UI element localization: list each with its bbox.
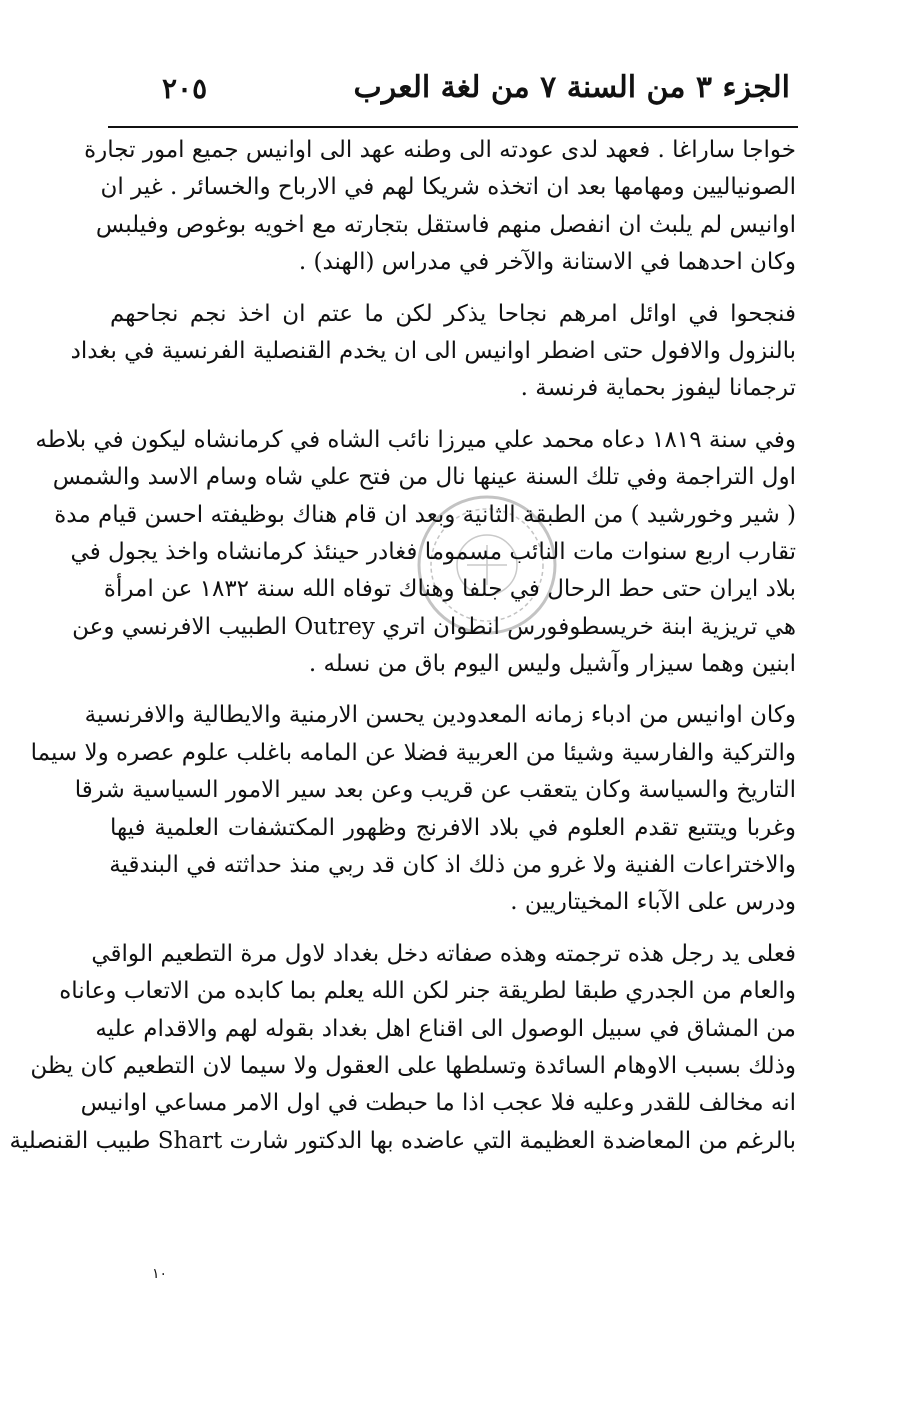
text-line: بلاد ايران حتى حط الرحال في جلفا وهناك توفاه الله سنة ١٨٣٢ عن امرأة [103,576,796,603]
text-line: فعلى يد رجل هذه ترجمته وهذه صفاته دخل بغداد لاول مرة التطعيم الواقي [91,940,796,967]
header-rule [108,126,798,128]
text-line: فنجحوا في اوائل امرهم نجاحا يذكر لكن ما عتم ان اخذ نجم نجاحهم [110,300,796,327]
text-line: بالنزول والافول حتى اضطر اوانيس الى ان يخدم القنصلية الفرنسية في بغداد [70,337,796,364]
paragraph-gap [110,683,796,697]
text-line: ابنين وهما سيزار وآشيل وليس اليوم باق من نسله . [308,651,796,678]
text-line: والتركية والفارسية وشيئا من العربية فضلا عن المامه باغلب علوم عصره ولا سيما [30,739,796,766]
text-line: اوانيس لم يلبث ان انفصل منهم فاستقل بتجارته مع اخويه بوغوص وفيلبس [95,211,796,238]
paragraph-gap [110,408,796,422]
text-line: تقارب اربع سنوات مات النائب مسموما فغادر حينئذ كرمانشاه واخذ يجول في [70,538,796,565]
text-line: وكان اوانيس من ادباء زمانه المعدودين يحسن الارمنية والايطالية والافرنسية [84,702,796,729]
running-header-title: الجزء ٣ من السنة ٧ من لغة العرب [353,70,790,105]
text-line: وكان احدهما في الاستانة والآخر في مدراس (الهند) . [298,249,796,276]
text-line: هي تريزية ابنة خريسطوفورس انطوان اتري Outrey الطبيب الافرنسي وعن [72,613,796,640]
text-line: وذلك بسبب الاوهام السائدة وتسلطها على العقول ولا سيما لان التطعيم كان يظن [30,1052,796,1079]
paragraph [35,422,796,684]
paragraph [9,936,796,1160]
paragraph [30,697,796,921]
paragraph-gap [110,922,796,936]
text-line: وفي سنة ١٨١٩ دعاه محمد علي ميرزا نائب الشاه في كرمانشاه ليكون في بلاطه [35,426,796,453]
paragraph [84,132,796,282]
article-body [9,132,796,1160]
text-line: التاريخ والسياسة وكان يتعقب عن قريب وعن بعد سير الامور السياسية شرقا [74,777,796,804]
footer-mark: ١٠ [152,1266,168,1282]
text-line: ترجمانا ليفوز بحماية فرنسة . [520,375,796,402]
paragraph-gap [110,282,796,296]
text-line: والعام من الجدري طبقا لطريقة جنر لكن الله يعلم بما كابده من الاتعاب وعاناه [59,978,796,1005]
text-line: اول التراجمة وفي تلك السنة عينها نال من فتح علي شاه وسام الاسد والشمس [52,464,796,491]
text-line: ( شير وخورشيد ) من الطبقة الثانية وبعد ان قام هناك بوظيفته احسن قيام مدة [54,501,796,528]
text-line: ودرس على الآباء المخيتاريين . [510,889,796,916]
running-header [110,62,790,122]
text-line: من المشاق في سبيل الوصول الى اقناع اهل بغداد بقوله لهم والاقدام عليه [95,1015,796,1042]
text-line: وغربا ويتتبع تقدم العلوم في بلاد الافرنج وظهور المكتشفات العلمية فيها [110,814,796,841]
text-line: الصونياليين ومهامها بعد ان اتخذه شريكا لهم في الارباح والخسائر . غير ان [100,174,796,201]
text-line: والاختراعات الفنية ولا غرو من ذلك اذ كان قد ربي منذ حداثته في البندقية [109,852,796,879]
page-number: ٢٠٥ [162,72,208,105]
text-line: انه مخالف للقدر وعليه فلا عجب اذا ما حبطت في اول الامر مساعي اوانيس [80,1090,796,1117]
paragraph [70,296,796,408]
text-line: خواجا ساراغا . فعهد لدى عودته الى وطنه عهد الى اوانيس جميع امور تجارة [84,137,796,163]
text-line: بالرغم من المعاضدة العظيمة التي عاضده بها الدكتور شارت Shart طبيب القنصلية [9,1127,796,1154]
